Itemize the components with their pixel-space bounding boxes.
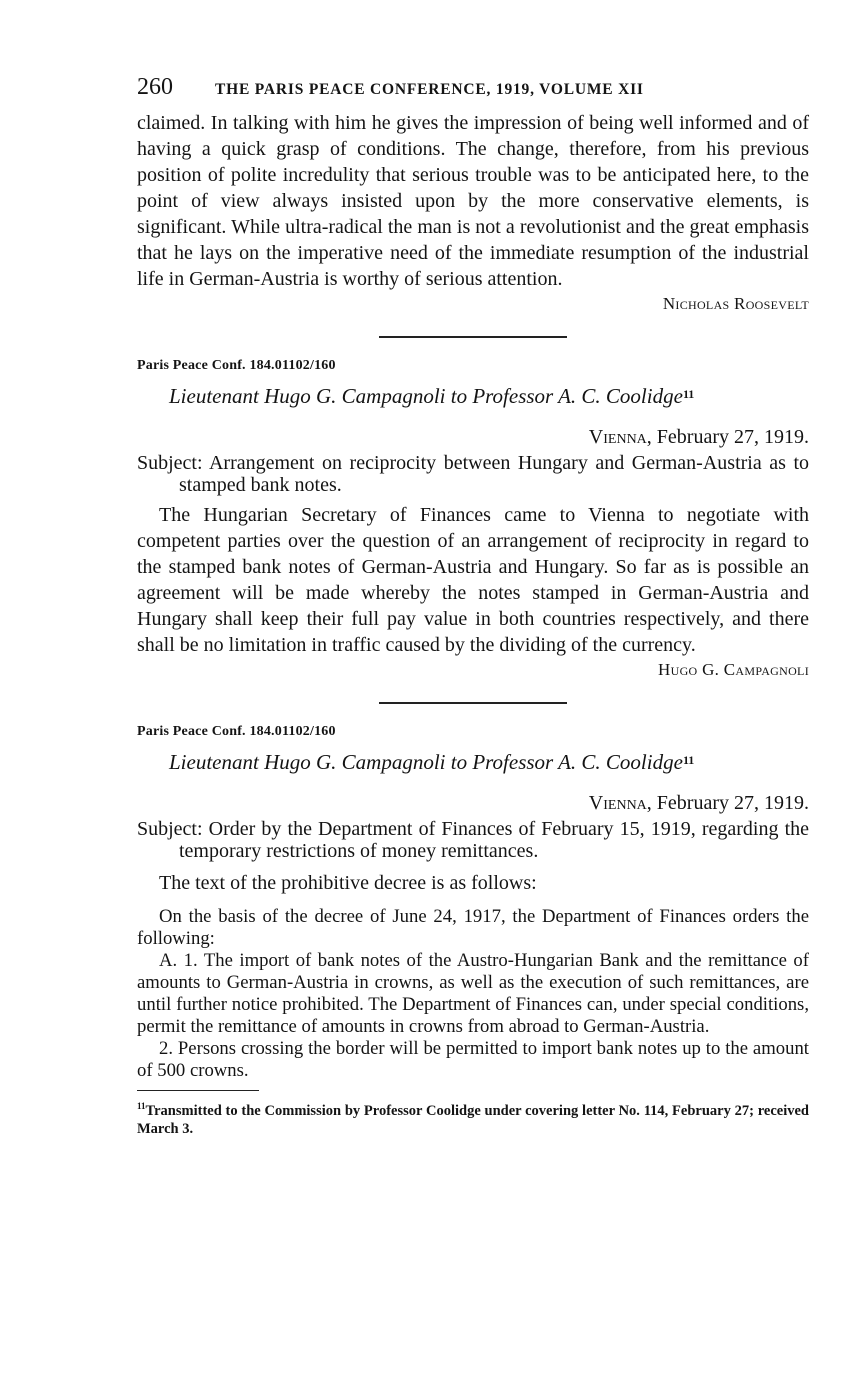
date: February 27, 1919. (656, 792, 809, 814)
date: February 27, 1919. (656, 426, 809, 448)
decree-clause-a1: A. 1. The import of bank notes of the Austro-Hungarian Bank and the remittance of amounts to German-Austria in crowns, as well as the execution of such remittances, are until further notice prohibited. The Department of Finances can, under special conditions, permit the remittance of amounts in crowns from abroad to German-Austria. (137, 950, 809, 1037)
dateline (137, 424, 809, 450)
page-number: 260 (137, 74, 173, 100)
decree-intro-line: The text of the prohibitive decree is as follows: (159, 872, 537, 894)
subject-line: Subject: Arrangement on reciprocity between Hungary and German-Austria as to stamped bank notes. (137, 452, 809, 496)
footnote (137, 1097, 809, 1138)
footnote-mark: 11 (682, 387, 695, 401)
subject-line: Subject: Order by the Department of Finances of February 15, 1919, regarding the temporary restrictions of money remittances. (137, 818, 809, 862)
footnote-number: 11 (137, 1101, 146, 1111)
file-reference: Paris Peace Conf. 184.01102/160 (137, 724, 336, 739)
continued-paragraph: claimed. In talking with him he gives the impression of being well informed and of having a quick grasp of conditions. The change, therefore, from his previous position of polite incredulity that serious trouble was to be anticipated here, to the point of view always insisted upon by the more conservative elements, is significant. While ultra-radical the man is not a revolutionist and the great emphasis that he lays on the imperative need of the immediate resumption of the industrial life in German-Austria is worthy of serious attention. (137, 112, 809, 290)
footnote-text: Transmitted to the Commission by Professor Coolidge under covering letter No. 114, February 27; received March 3. (137, 1102, 809, 1137)
document-title: Lieutenant Hugo G. Campagnoli to Professor A. C. Coolidge$^{11}$ (169, 384, 695, 408)
decree-preamble: On the basis of the decree of June 24, 1917, the Department of Finances orders the following: (137, 906, 809, 949)
signature-roosevelt: Nicholas Roosevelt (662, 294, 809, 313)
document-title: Lieutenant Hugo G. Campagnoli to Professor A. C. Coolidge$^{11}$ (169, 750, 695, 774)
date-place: Vienna, (588, 426, 652, 448)
dateline (137, 790, 809, 816)
date-place: Vienna, (588, 792, 652, 814)
signature-campagnoli: Hugo G. Campagnoli (658, 660, 809, 679)
decree-clause-2: 2. Persons crossing the border will be permitted to import bank notes up to the amount of 500 crowns. (137, 1038, 809, 1081)
file-reference: Paris Peace Conf. 184.01102/160 (137, 358, 336, 373)
letter-body: The Hungarian Secretary of Finances came to Vienna to negotiate with competent parties over the question of an arrangement of reciprocity in regard to the stamped bank notes of German-Austria and Hungary. So far as is possible an agreement will be made whereby the notes stamped in German-Austria and Hungary shall keep their full pay value in both countries respectively, and there shall be no limitation in traffic caused by the dividing of the currency. (137, 504, 809, 656)
document-page (137, 74, 809, 1138)
footnote-mark: 11 (682, 753, 695, 767)
running-title: THE PARIS PEACE CONFERENCE, 1919, VOLUME XII (215, 81, 644, 98)
page-header (137, 74, 809, 110)
